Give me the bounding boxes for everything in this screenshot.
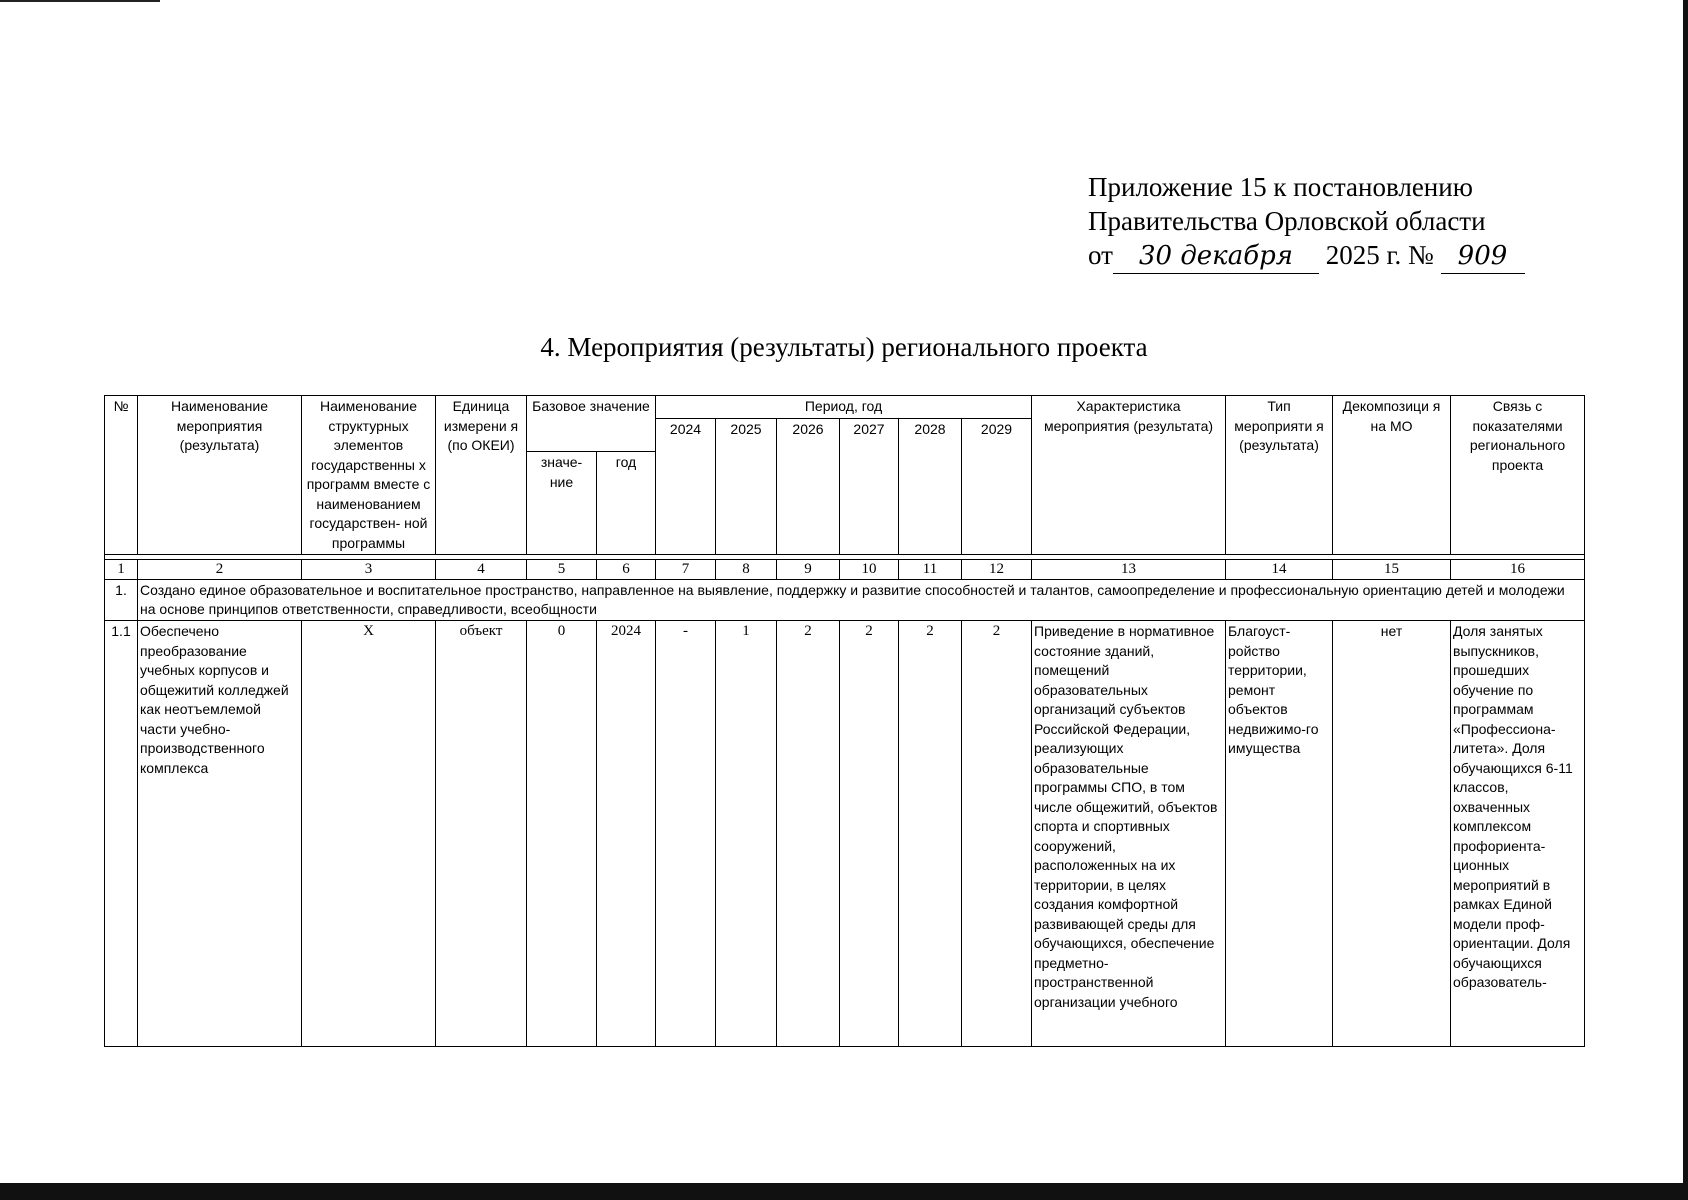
header-base-year: год: [597, 452, 656, 555]
handwritten-number: 909: [1441, 239, 1525, 274]
appendix-line-1: Приложение 15 к постановлению: [1088, 172, 1473, 202]
appendix-line-3: [1088, 238, 1588, 274]
row-number: 1.1: [105, 621, 138, 1047]
table-row: [105, 621, 1585, 1047]
colnum-11: 11: [899, 560, 962, 580]
row-value-2027: 2: [840, 621, 899, 1047]
header-year-2028: 2028: [899, 418, 962, 555]
header-year-2029: 2029: [962, 418, 1032, 555]
handwritten-date: 30 декабря: [1113, 239, 1319, 274]
header-base-value: значе- ние: [527, 452, 597, 555]
colnum-6: 6: [597, 560, 656, 580]
document-title: 4. Мероприятия (результаты) регионального проекта: [540, 332, 1148, 362]
colnum-7: 7: [656, 560, 716, 580]
row-base-value: 0: [527, 621, 597, 1047]
header-year-2027: 2027: [840, 418, 899, 555]
header-year-2025: 2025: [716, 418, 777, 555]
row-value-2025: 1: [716, 621, 777, 1047]
appendix-header: [1088, 170, 1588, 274]
colnum-12: 12: [962, 560, 1032, 580]
column-number-row: [105, 560, 1585, 580]
colnum-9: 9: [777, 560, 840, 580]
header-structural: Наименование структурных элементов государственны х программ вместе с наименованием государствен- ной программы: [302, 396, 436, 555]
header-base: Базовое значение: [527, 396, 656, 452]
appendix-line-2: Правительства Орловской области: [1088, 206, 1486, 236]
row-name: Обеспечено преобразование учебных корпусов и общежитий колледжей как неотъемлемой части учебно-производственного комплекса: [138, 621, 302, 1047]
row-value-2029: 2: [962, 621, 1032, 1047]
colnum-2: 2: [138, 560, 302, 580]
row-base-year: 2024: [597, 621, 656, 1047]
colnum-15: 15: [1333, 560, 1451, 580]
colnum-10: 10: [840, 560, 899, 580]
row-value-2026: 2: [777, 621, 840, 1047]
scan-border-bottom: [0, 1183, 1688, 1200]
row-value-2028: 2: [899, 621, 962, 1047]
header-type: Тип мероприяти я (результата): [1226, 396, 1333, 555]
header-num: №: [105, 396, 138, 555]
row-decomposition: нет: [1333, 621, 1451, 1047]
from-prefix: от: [1088, 240, 1113, 270]
colnum-14: 14: [1226, 560, 1333, 580]
year-and-number-label: 2025 г. №: [1325, 240, 1434, 270]
header-row-1: [105, 396, 1585, 419]
row-characteristic: Приведение в нормативное состояние зданий, помещений образовательных организаций субъектов Российской Федерации, реализующих образовательные программы СПО, в том числе общежитий, объектов спорта и спортивных сооружений, расположенных на их территории, в целях создания комфортной развивающей среды для обучающихся, обеспечение предметно-пространственной организации учебного: [1032, 621, 1226, 1047]
colnum-8: 8: [716, 560, 777, 580]
header-link: Связь с показателями регионального проекта: [1451, 396, 1585, 555]
header-period: Период, год: [656, 396, 1032, 419]
section-number: 1.: [105, 580, 138, 621]
row-structural: Х: [302, 621, 436, 1047]
row-value-2024: -: [656, 621, 716, 1047]
header-name: Наименование мероприятия (результата): [138, 396, 302, 555]
section-row: [105, 580, 1585, 621]
colnum-3: 3: [302, 560, 436, 580]
header-year-2024: 2024: [656, 418, 716, 555]
colnum-1: 1: [105, 560, 138, 580]
colnum-13: 13: [1032, 560, 1226, 580]
colnum-4: 4: [436, 560, 527, 580]
row-link: Доля занятых выпускников, прошедших обучение по программам «Профессиона-литета». Доля обучающихся 6-11 классов, охваченных комплексом профориента-ционных мероприятий в рамках Единой модели проф-ориентации. Доля обучающихся образователь-: [1451, 621, 1585, 1047]
scan-edge-mark: [0, 0, 160, 2]
header-unit: Единица измерени я (по ОКЕИ): [436, 396, 527, 555]
header-characteristic: Характеристика мероприятия (результата): [1032, 396, 1226, 555]
scan-border-right: [1683, 0, 1688, 1200]
header-year-2026: 2026: [777, 418, 840, 555]
events-table: [104, 395, 1585, 1047]
header-decomposition: Декомпозици я на МО: [1333, 396, 1451, 555]
colnum-16: 16: [1451, 560, 1585, 580]
section-text: Создано единое образовательное и воспитательное пространство, направленное на выявление, поддержку и развитие способностей и талантов, самоопределение и профессиональную ориентацию детей и молодежи на основе принципов ответственности, справедливости, всеобщности: [138, 580, 1585, 621]
colnum-5: 5: [527, 560, 597, 580]
row-type: Благоуст-ройство территории, ремонт объектов недвижимо-го имущества: [1226, 621, 1333, 1047]
row-unit: объект: [436, 621, 527, 1047]
